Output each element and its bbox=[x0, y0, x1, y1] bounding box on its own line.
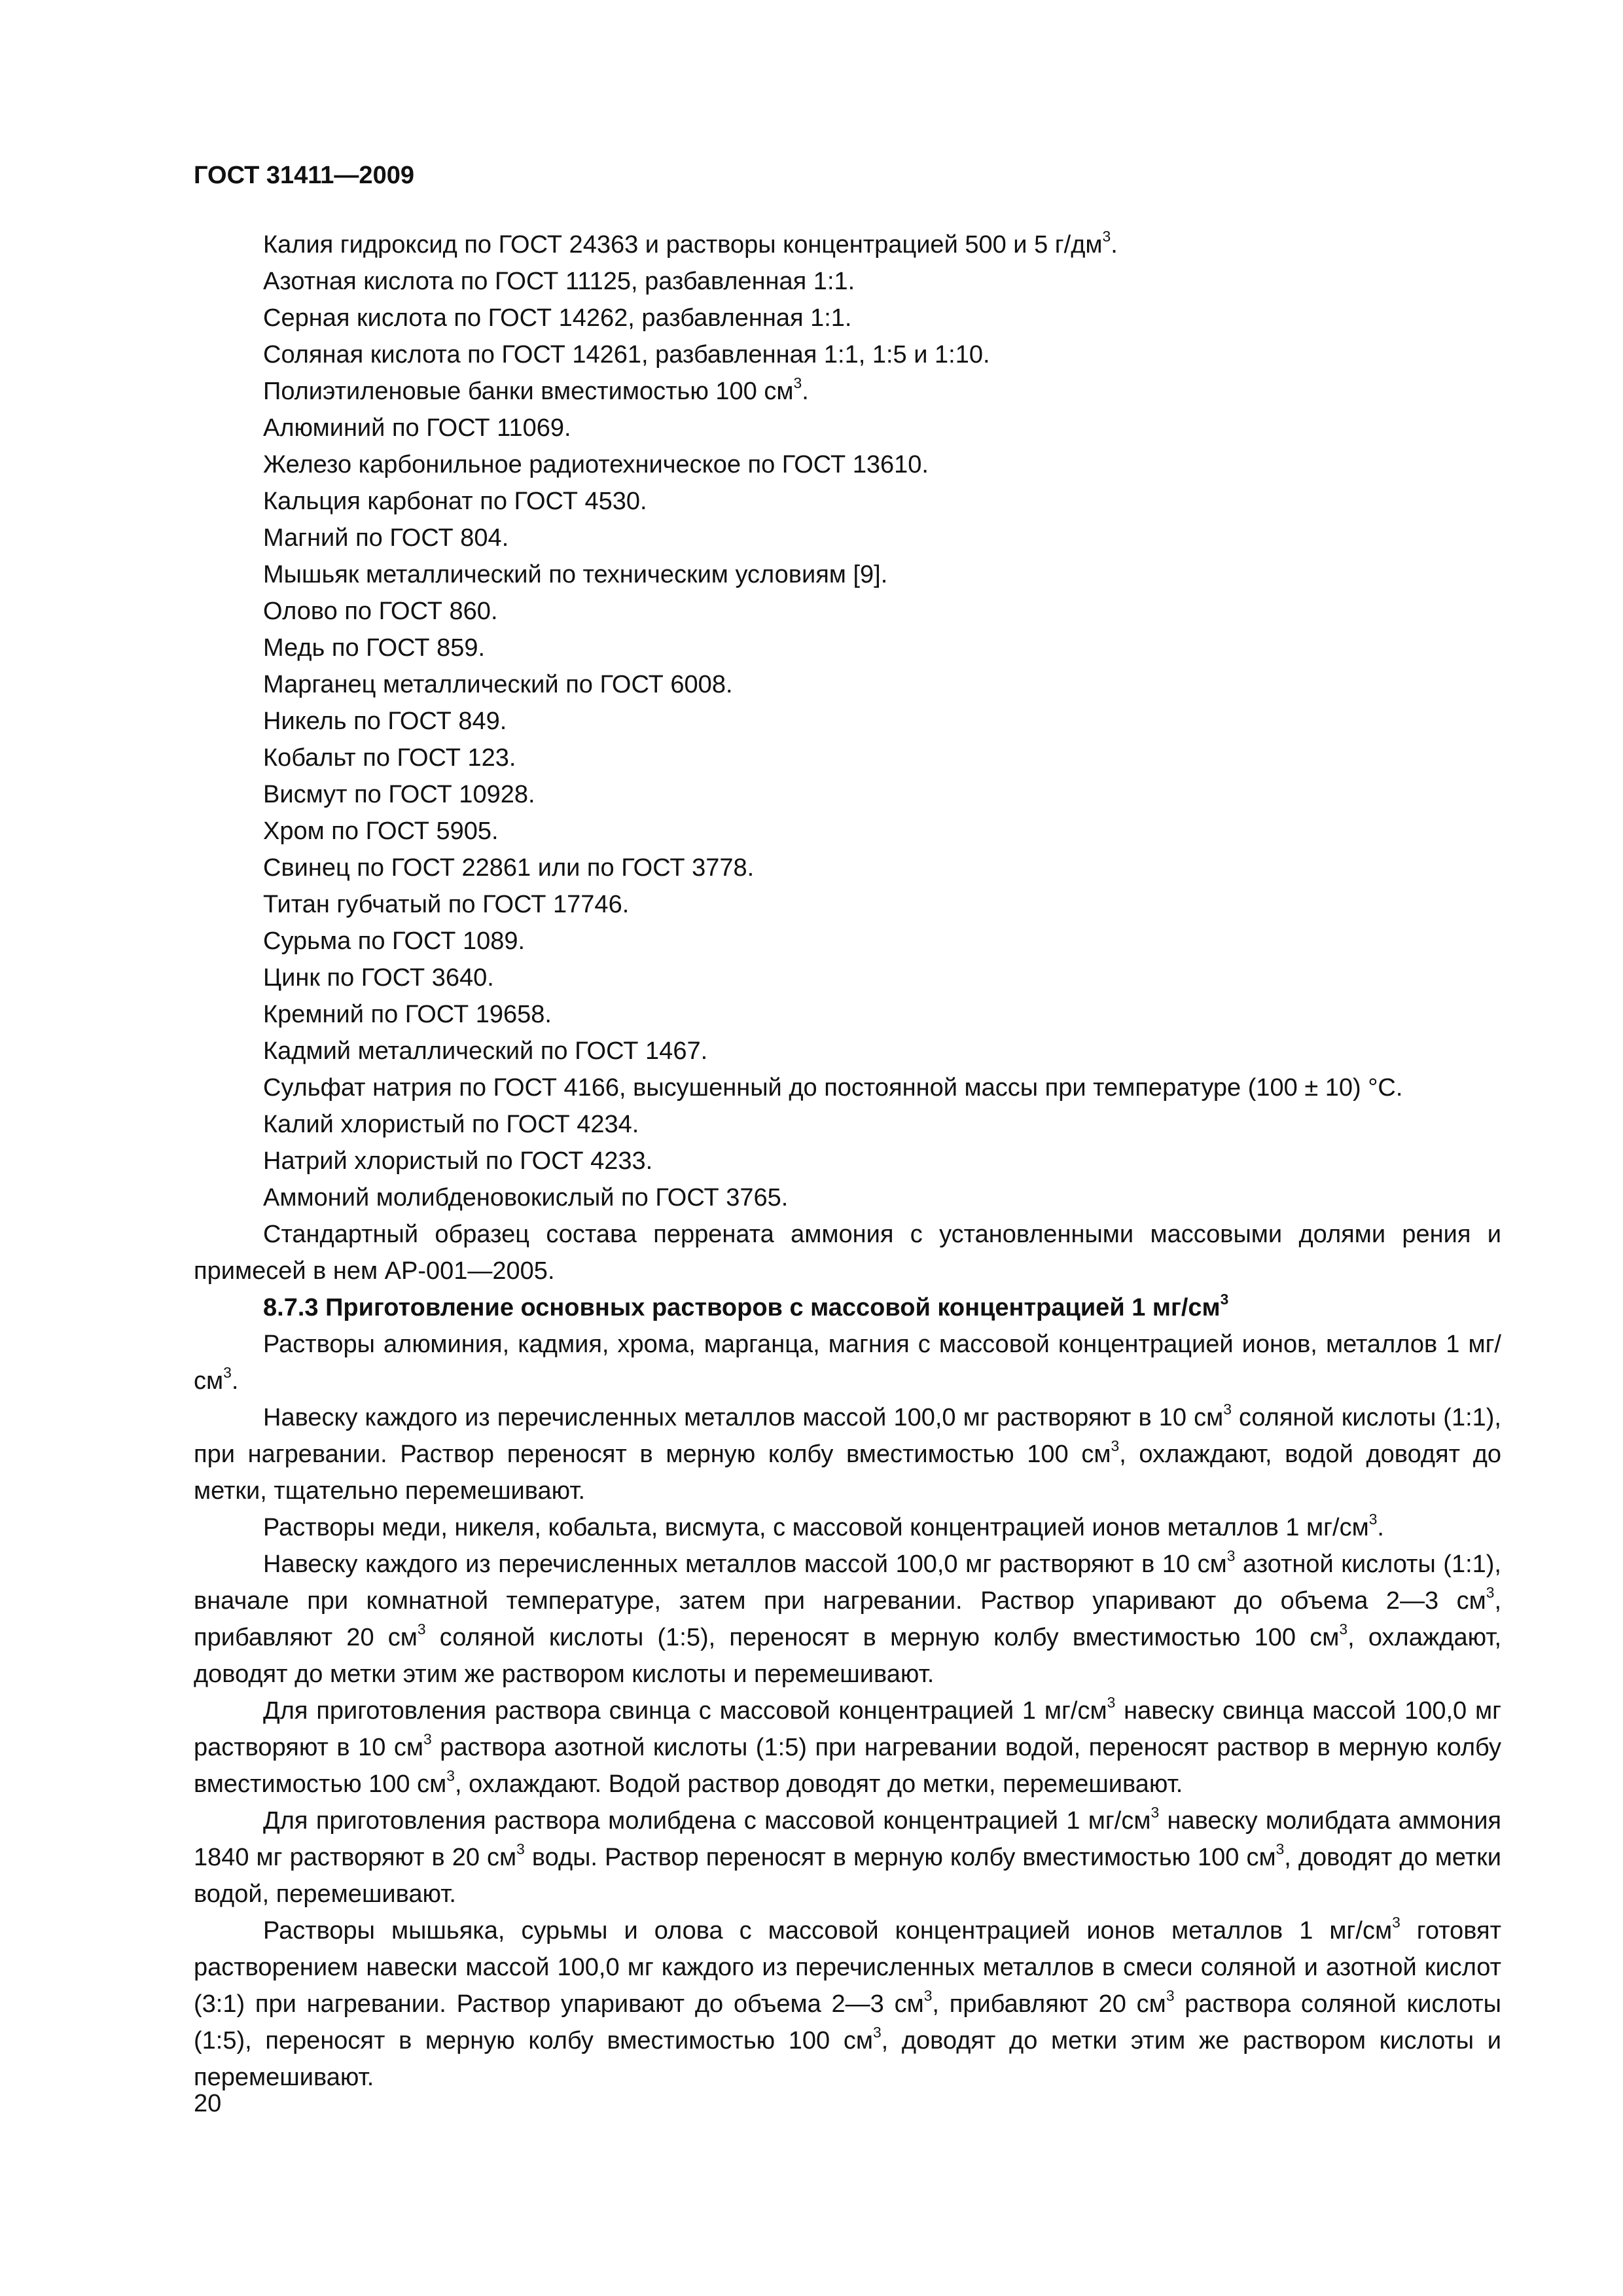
reagent-item bbox=[194, 1033, 1501, 1069]
reagent-item bbox=[194, 850, 1501, 886]
reagent-item bbox=[194, 1106, 1501, 1143]
section-paragraph bbox=[194, 1546, 1501, 1693]
reagent-text: Аммоний молибденовокислый по ГОСТ 3765. bbox=[263, 1184, 789, 1211]
paragraph-text: , охлаждают. Водой раствор доводят до метки, перемешивают. bbox=[454, 1770, 1183, 1798]
reagent-text: Марганец металлический по ГОСТ 6008. bbox=[263, 671, 733, 698]
reagent-item bbox=[194, 520, 1501, 556]
reagent-text: Полиэтиленовые банки вместимостью 100 см bbox=[263, 378, 794, 405]
reagent-item bbox=[194, 263, 1501, 300]
reagent-text: Калий хлористый по ГОСТ 4234. bbox=[263, 1111, 639, 1138]
paragraph-text: , охлаждают, водой доводят до метки, тщательно перемешивают. bbox=[194, 1441, 1501, 1505]
paragraph-text: навеску молибдата аммония 1840 мг растворяют в 20 см bbox=[194, 1807, 1502, 1871]
section-paragraph bbox=[194, 1509, 1501, 1546]
reagent-item bbox=[194, 1069, 1501, 1106]
paragraph-text: , доводят до метки этим же раствором кислоты и перемешивают. bbox=[194, 2027, 1501, 2091]
reagent-list bbox=[194, 226, 1501, 1216]
paragraph-text: раствора соляной кислоты (1:5), переносят в мерную колбу вместимостью 100 см bbox=[194, 1990, 1501, 2054]
reagent-item bbox=[194, 483, 1501, 520]
paragraph-superscript: 3 bbox=[923, 1986, 933, 2004]
paragraph-superscript: 3 bbox=[1486, 1583, 1495, 1601]
paragraph-superscript: 3 bbox=[1150, 1803, 1160, 1821]
paragraph-text: , прибавляют 20 см bbox=[932, 1990, 1166, 2018]
paragraph-superscript: 3 bbox=[1107, 1693, 1116, 1711]
reagent-item bbox=[194, 593, 1501, 630]
standard-sample-paragraph: Стандартный образец состава перрената аммония с установленными массовыми долями рения и примесей в нем АР-001—2005. bbox=[194, 1221, 1501, 1285]
paragraph-superscript: 3 bbox=[516, 1840, 525, 1857]
paragraph-superscript: 3 bbox=[1111, 1437, 1120, 1454]
paragraph-text: Растворы меди, никеля, кобальта, висмута, с массовой концентрацией ионов металлов 1 мг/см bbox=[263, 1514, 1369, 1541]
reagent-text: Висмут по ГОСТ 10928. bbox=[263, 781, 535, 808]
reagent-text: Соляная кислота по ГОСТ 14261, разбавленная 1:1, 1:5 и 1:10. bbox=[263, 341, 990, 368]
reagent-text: Алюминий по ГОСТ 11069. bbox=[263, 414, 571, 442]
paragraph-superscript: 3 bbox=[1226, 1547, 1236, 1564]
paragraph-text: готовят растворением навески массой 100,0 мг каждого из перечисленных металлов в смеси соляной и азотной кислот (3:1) при нагревании. Раствор упаривают до объема 2—3 см bbox=[194, 1917, 1501, 2018]
paragraph-superscript: 3 bbox=[1368, 1510, 1378, 1528]
reagent-text: Магний по ГОСТ 804. bbox=[263, 524, 509, 552]
reagent-text: Кремний по ГОСТ 19658. bbox=[263, 1001, 552, 1028]
reagent-text: Цинк по ГОСТ 3640. bbox=[263, 964, 494, 992]
reagent-text: Медь по ГОСТ 859. bbox=[263, 634, 486, 662]
reagent-text: Сурьма по ГОСТ 1089. bbox=[263, 927, 526, 955]
reagent-item bbox=[194, 1143, 1501, 1179]
reagent-superscript: 3 bbox=[1102, 227, 1111, 245]
paragraph-text: Навеску каждого из перечисленных металлов массой 100,0 мг растворяют в 10 см bbox=[263, 1404, 1224, 1431]
paragraph-superscript: 3 bbox=[1223, 1400, 1232, 1418]
paragraph-superscript: 3 bbox=[423, 1730, 432, 1748]
paragraph-superscript: 3 bbox=[223, 1363, 232, 1381]
paragraph-text: . bbox=[1377, 1514, 1384, 1541]
paragraph-text: воды. Раствор переносят в мерную колбу вместимостью 100 см bbox=[524, 1844, 1276, 1871]
section-paragraph bbox=[194, 1326, 1501, 1399]
section-paragraphs bbox=[194, 1326, 1501, 2096]
paragraph-text: соляной кислоты (1:5), переносят в мерную колбу вместимостью 100 см bbox=[425, 1624, 1340, 1651]
reagent-item bbox=[194, 630, 1501, 666]
reagent-item bbox=[194, 373, 1501, 410]
reagent-text: Кобальт по ГОСТ 123. bbox=[263, 744, 516, 772]
reagent-item bbox=[194, 996, 1501, 1033]
paragraph-superscript: 3 bbox=[1275, 1840, 1285, 1857]
reagent-item bbox=[194, 226, 1501, 263]
reagent-item bbox=[194, 1179, 1501, 1216]
paragraph-text: Для приготовления раствора молибдена с массовой концентрацией 1 мг/см bbox=[263, 1807, 1151, 1835]
document-header: ГОСТ 31411—2009 bbox=[194, 162, 414, 189]
reagent-text: Хром по ГОСТ 5905. bbox=[263, 817, 499, 845]
reagent-item bbox=[194, 410, 1501, 446]
reagent-superscript: 3 bbox=[793, 374, 802, 391]
reagent-text: Азотная кислота по ГОСТ 11125, разбавленная 1:1. bbox=[263, 268, 855, 295]
reagent-text: Сульфат натрия по ГОСТ 4166, высушенный до постоянной массы при температуре (100 ± 10) °C. bbox=[263, 1074, 1403, 1102]
reagent-item bbox=[194, 813, 1501, 850]
reagent-text: Железо карбонильное радиотехническое по ГОСТ 13610. bbox=[263, 451, 929, 478]
section-paragraph bbox=[194, 1693, 1501, 1803]
paragraph-text: . bbox=[231, 1367, 239, 1395]
section-heading bbox=[194, 1289, 1501, 1326]
paragraph-text: Растворы алюминия, кадмия, хрома, марганца, магния с массовой концентрацией ионов, металлов 1 мг/см bbox=[194, 1331, 1501, 1395]
reagent-item bbox=[194, 446, 1501, 483]
paragraph-text: Для приготовления раствора свинца с массовой концентрацией 1 мг/см bbox=[263, 1697, 1107, 1725]
reagent-item bbox=[194, 886, 1501, 923]
page-number: 20 bbox=[194, 2090, 222, 2117]
paragraph-text: раствора азотной кислоты (1:5) при нагревании водой, переносят раствор в мерную колбу вместимостью 100 см bbox=[194, 1734, 1501, 1798]
paragraph-text: Растворы мышьяка, сурьмы и олова с массовой концентрацией ионов металлов 1 мг/см bbox=[263, 1917, 1393, 1945]
paragraph-text: навеску свинца массой 100,0 мг растворяют в 10 см bbox=[194, 1697, 1501, 1761]
reagent-text: Титан губчатый по ГОСТ 17746. bbox=[263, 891, 630, 918]
paragraph-superscript: 3 bbox=[1392, 1913, 1400, 1931]
paragraph-superscript: 3 bbox=[446, 1767, 455, 1784]
paragraph-text: , охлаждают, доводят до метки этим же раствором кислоты и перемешивают. bbox=[194, 1624, 1501, 1688]
document-body bbox=[194, 226, 1501, 2096]
reagent-text-tail: . bbox=[802, 378, 809, 405]
section-heading-superscript: 3 bbox=[1220, 1290, 1229, 1308]
reagent-text: Кадмий металлический по ГОСТ 1467. bbox=[263, 1037, 708, 1065]
reagent-item bbox=[194, 556, 1501, 593]
reagent-text: Олово по ГОСТ 860. bbox=[263, 598, 498, 625]
reagent-text: Кальция карбонат по ГОСТ 4530. bbox=[263, 488, 647, 515]
section-paragraph bbox=[194, 1912, 1501, 2096]
section-paragraph bbox=[194, 1803, 1501, 1912]
paragraph-superscript: 3 bbox=[417, 1620, 426, 1638]
reagent-text: Натрий хлористый по ГОСТ 4233. bbox=[263, 1147, 653, 1175]
paragraph-text: азотной кислоты (1:1), вначале при комнатной температуре, затем при нагревании. Раствор упаривают до объема 2—3 см bbox=[194, 1551, 1501, 1615]
reagent-item bbox=[194, 740, 1501, 776]
reagent-text: Свинец по ГОСТ 22861 или по ГОСТ 3778. bbox=[263, 854, 755, 882]
paragraph-text: , доводят до метки водой, перемешивают. bbox=[194, 1844, 1502, 1908]
section-paragraph bbox=[194, 1399, 1501, 1509]
paragraph-superscript: 3 bbox=[872, 2023, 882, 2041]
paragraph-superscript: 3 bbox=[1339, 1620, 1348, 1638]
paragraph-text: соляной кислоты (1:1), при нагревании. Раствор переносят в мерную колбу вместимостью 100 см bbox=[194, 1404, 1501, 1468]
reagent-item bbox=[194, 300, 1501, 336]
reagent-text-tail: . bbox=[1111, 231, 1118, 259]
reagent-item bbox=[194, 703, 1501, 740]
reagent-text: Никель по ГОСТ 849. bbox=[263, 708, 507, 735]
paragraph-text: Навеску каждого из перечисленных металлов массой 100,0 мг растворяют в 10 см bbox=[263, 1551, 1227, 1578]
reagent-item bbox=[194, 776, 1501, 813]
paragraph-text: , прибавляют 20 см bbox=[194, 1587, 1501, 1651]
reagent-item bbox=[194, 336, 1501, 373]
reagent-item bbox=[194, 960, 1501, 996]
reagent-item bbox=[194, 666, 1501, 703]
reagent-text: Калия гидроксид по ГОСТ 24363 и растворы концентрацией 500 и 5 г/дм bbox=[263, 231, 1103, 259]
reagent-item bbox=[194, 923, 1501, 960]
paragraph-superscript: 3 bbox=[1166, 1986, 1175, 2004]
section-heading-text: 8.7.3 Приготовление основных растворов с массовой концентрацией 1 мг/см bbox=[263, 1294, 1221, 1321]
reagent-text: Мышьяк металлический по техническим условиям [9]. bbox=[263, 561, 888, 588]
reagent-text: Серная кислота по ГОСТ 14262, разбавленная 1:1. bbox=[263, 304, 852, 332]
